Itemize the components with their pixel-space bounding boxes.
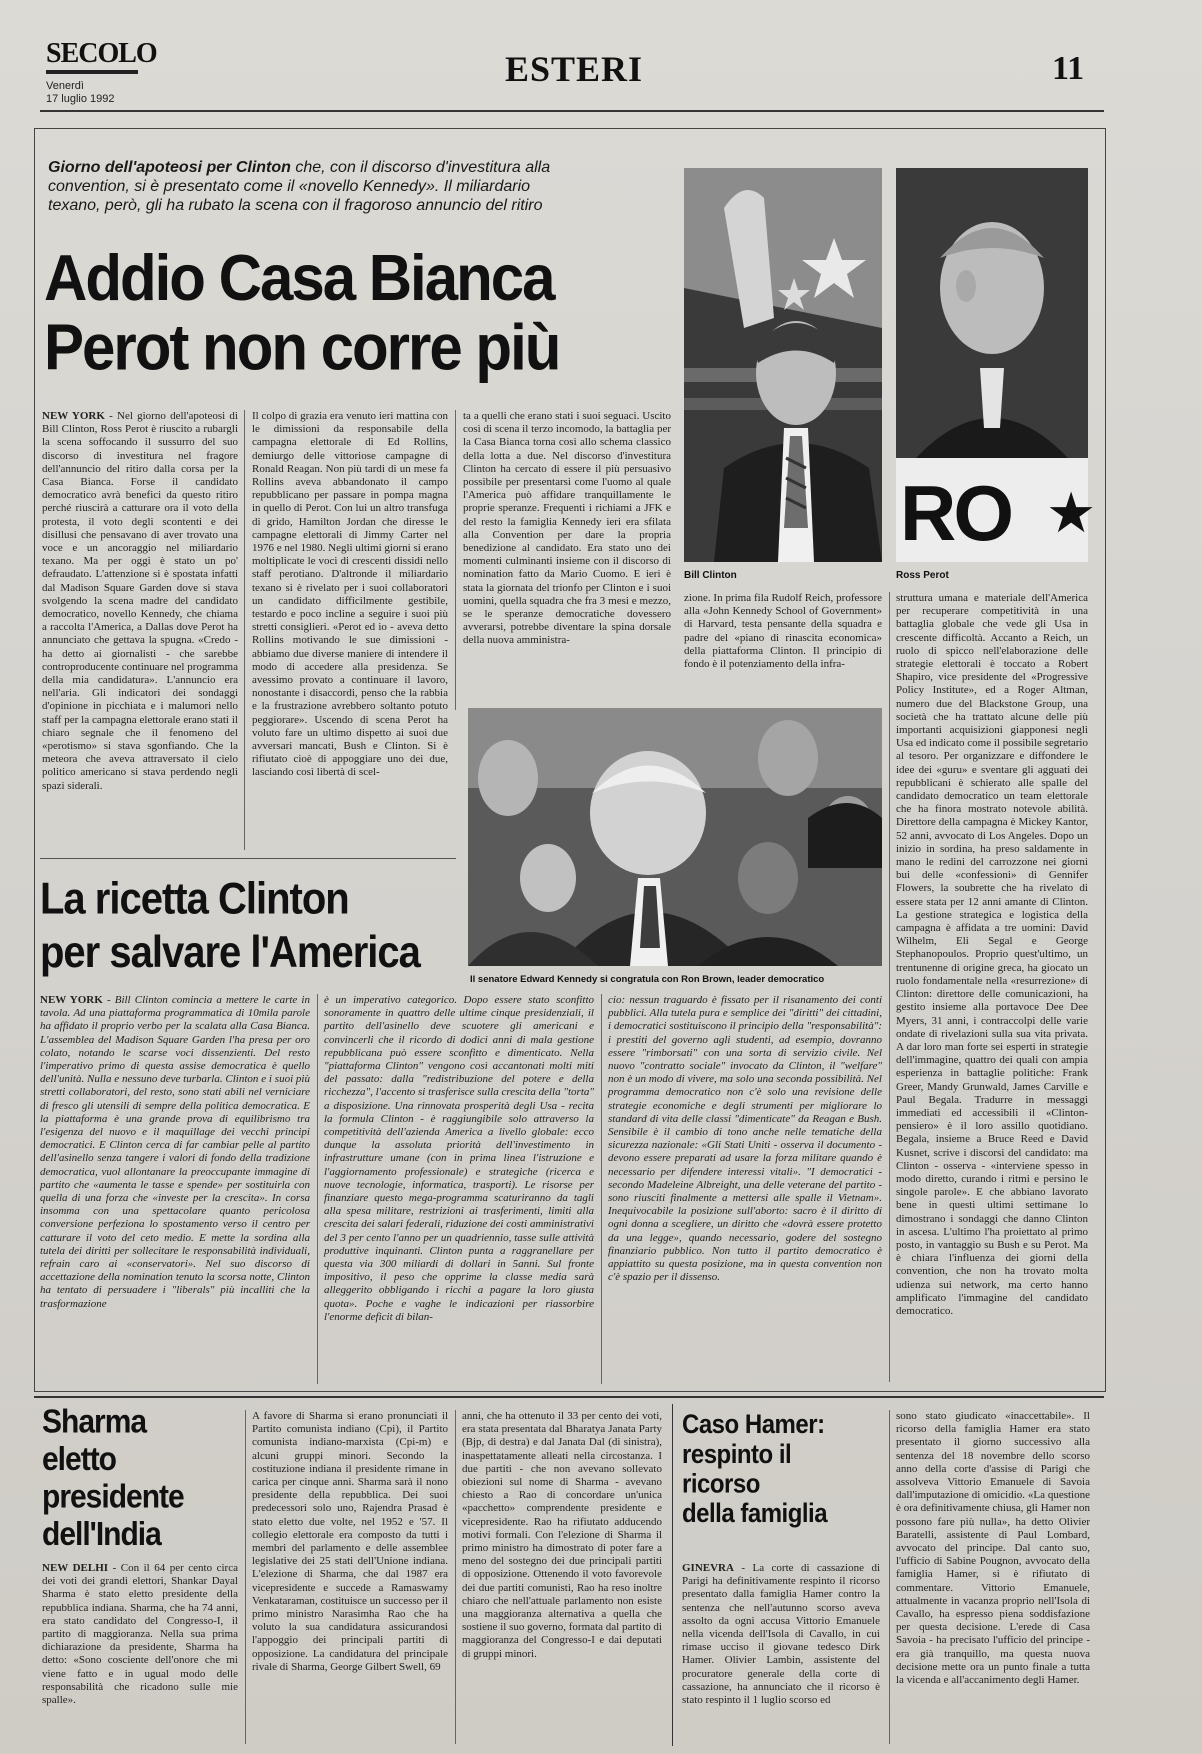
hamer-column-2-text: sono stato giudicato «inaccettabile». Il ricorso della famiglia Hamer era stato presentato il giorno successivo alla sentenza del 18 novembre dello scorso anno della corte d'assise di Parigi che assolveva Vittorio Emanuele di Savoia dall'imputazione di omicidio. «La questione è ora definitivamente chiusa, gli Hamer non possono fare più nulla», ha detto Olivier Baratelli, assistente di Paul Lombard, avvocato del principe. Dal canto suo, l'ufficio di Sabine Pougnon, avvocato della famiglia Hamer, si è rifiutato di commentare. Vittorio Emanuele, attualmente in vacanza proprio nell'Isola di Cavallo, ha espresso piena soddisfazione per questa decisione. L'erede di Casa Savoia - ha precisato l'ufficio del principe - era già tranquillo, ma questa nuova decisione mette ora un punto finale a tutta la vicenda e all'accanimento degli Hamer. — [896, 1410, 1090, 1687]
hamer-dateline: GINEVRA — [682, 1562, 734, 1574]
india-headline-line-3: presidente — [42, 1478, 184, 1516]
photo-ross-perot — [896, 168, 1097, 562]
photo-bill-clinton — [684, 168, 882, 562]
second-column-1-text: - Bill Clinton comincia a mettere le carte in tavola. Ad una piattaforma programmatica di 10mila parole ha affidato il proprio verbo per la scalata alla Casa Bianca. L'assemblea del Madison Square Garden l'ha presa per oro colato, notando le scarse voci dissenzienti. Del resto l'imperativo primo di questa assise democratica è quello dell'unità. Nulla e nessuno deve turbarla. Clinton e i suoi più stretti collaboratori, del resto, sono stati abili nel verniciare di fresco gli utensili di sempre della politica democratica. E la piattaforma è una grande prova di equilibrismo tra l'esigenza del nuovo e il maquillage dei vecchi principi democratici. E Clinton cerca di far cambiar pelle al partito dell'asinello senza tangere i valori di fondo della tradizione democratica, vuol allontanare la preoccupante immagine di partito che «aumenta le tasse e spende» per sostituirla con quella di una forza che «investe per la crescita». In corsa insomma con una spettacolare quanto pericolosa conversione perfeziona lo spostamento verso il centro per catturare il voto del ceto medio. E mette la sordina alla tutela dei diritti per sollecitare le responsabilità individuali, refrain caro ai «conservatori». Nel suo discorso di accettazione della nomination tenuto la scorsa notte, Clinton ha tentato di persuadere i "liberals" più incalliti che la trasformazione — [40, 994, 310, 1310]
second-dateline: NEW YORK — [40, 994, 103, 1006]
hamer-headline-line-4: della famiglia — [682, 1499, 828, 1529]
hamer-column-1-text: - La corte di cassazione di Parigi ha definitivamente respinto il ricorso presentato dalla famiglia Hamer contro la sentenza che nell'autunno scorso aveva assolto da ogni accusa Vittorio Emanuele nella vicenda dell'Isola di Cavallo, in cui rimase ucciso il giovane tedesco Dirk Hamer. Olivier Lambin, assistente del procuratore generale della corte di cassazione, ha annunciato che il ricorso è stato respinto il 1 luglio scorso ed — [682, 1562, 880, 1707]
column-divider — [672, 1404, 673, 1746]
lead-headline — [44, 241, 644, 384]
india-column-3-text: anni, che ha ottenuto il 33 per cento dei voti, era stata presentata dal Bharatya Janata Party (Bjp, di destra) e dal Janata Dal (di sinistra), inaspettatamente alleati nella circostanza. I due partiti - che non avevano sollevato obiezioni sul nome di Sharma - avevano chiesto a Rao di concordare un'unica «pacchetto» comprendente presidente e vicepresidente. Rao ha rifiutato adducendo motivi formali. Con l'elezione di Sharma il primo ministro ha dimostrato di poter fare a meno del sostegno dei due principali partiti di opposizione. Ottenendo il voto favorevole dei due partiti comunisti, Rao ha reso inoltre chiaro che nell'attuale parlamento non esiste una maggioranza alternativa a quella che sostiene il suo governo, formata dal partito di maggioranza del Congresso-I e dai deputati di gruppi minori. — [462, 1410, 662, 1660]
india-column-2 — [252, 1410, 448, 1744]
second-column-1 — [40, 994, 310, 1386]
lead-dateline: NEW YORK — [42, 410, 105, 422]
photo-ross-perot-caption: Ross Perot — [896, 570, 949, 581]
column-divider — [317, 994, 318, 1384]
star-icon: ★ — [1046, 483, 1097, 545]
india-column-1-text: - Con il 64 per cento circa dei voti dei grandi elettori, Shankar Dayal Sharma è stato eletto presidente della repubblica indiana. Sharma, che ha 74 anni, era stato candidato del Congresso-I, il partito di maggioranza. Nella sua prima dichiarazione da presidente, Sharma ha detto: «Sono cosciente dell'onore che mi viene fatto e in ugual modo delle responsabilità che ricadono sulle mie spalle». — [42, 1562, 238, 1707]
second-column-3-text: cio: nessun traguardo è fissato per il risanamento dei conti pubblici. Alla tutela pura e semplice dei "diritti" dei cittadini, i democratici sostituiscono il principio della "responsabilità": i prestiti del governo agli studenti, ad esempio, dovranno essere "rimborsati" con una sorta di servizio civile. Nel nuovo "contratto sociale" invocato da Clinton, il "welfare" non è un modo di vivere, ma solo una seconda possibilità. Nel programma democratico non c'è solo una revisione delle strategie economiche e degli strumenti per migliorare lo standard di vita delle classi "dimenticate" da Reagan e Bush. Sensibile è il cambio di tono anche nelle tematiche della sicurezza nazionale: «Gli Stati Uniti - osserva il documento - devono essere preparati ad usare la forza militare quando è necessario per difendere interessi vitali». "I democratici - secondo Madeleine Albreight, una delle veterane del partito - sono riusciti finalmente a mettersi alle spalle il Vietnam». Inequivocabile la posizione sull'aborto: sacro è il diritto di ogni donna a scegliere, un diritto che «dovrà essere protetto da una legge», quando necessario, godere del sostegno finanziario pubblico. Non tutto il partito democratico è appiattito su questa posizione, ma in questa convention non c'è spazio per il dissenso. — [608, 994, 882, 1284]
second-column-3 — [608, 994, 882, 1386]
lead-kicker-bold: Giorno dell'apoteosi per Clinton — [48, 159, 291, 176]
lead-headline-line-1: Addio Casa Bianca — [44, 241, 554, 315]
lead-column-3 — [463, 410, 671, 706]
bottom-section-rule — [34, 1396, 1104, 1398]
india-column-2-text: A favore di Sharma si erano pronunciati il Partito comunista indiano (Cpi), il Partito comunista indiano-marxista (Cpi-m) e alcuni gruppi minori. Secondo la costituzione indiana il presidente rimane in carica per cinque anni. Sharma sarà il nono presidente della repubblica. Dei suoi predecessori solo uno, Rajendra Prasad è stato eletto due volte, nel 1952 e '57. Il collegio elettorale era composto da tutti i membri del parlamento e delle assemblee legislative dei 25 stati dell'Unione indiana. L'elezione di Sharma, che dal 1987 era vicepresidente e succede a Ramaswamy Venkataraman, costituisce un successo per il primo ministro Narasimha Rao che ha voluto la sua candidatura assicurandosi l'appoggio dei principali partiti di opposizione. La candidatura del principale rivale di Sharma, George Gilbert Swell, 69 — [252, 1410, 448, 1673]
column-divider — [889, 592, 890, 1382]
photo-bill-clinton-image — [684, 168, 882, 562]
second-column-2-text: è un imperativo categorico. Dopo essere stato sconfitto sonoramente in quattro delle ultime cinque presidenziali, il partito dell'asinello deve scuotere gli americani e convincerli che il ricordo di dodici anni di mala gestione repubblicana può essere sconfitto e dimenticato. Nella "piattaforma Clinton" vengono così accantonati molti miti del passato: dalla "redistribuzione del potere e della ricchezza", l'accento si trasferisce sulla crescita della "torta" a disposizione. Una rinnovata prosperità degli Usa - recita la formula Clinton - è raggiungibile solo attraverso la competitività dell'azienda America a livello globale: ecco dunque la assoluta priorità dell'investimento in infrastrutture umane (con in prima linea l'istruzione e l'aggiornamento professionale) e strategiche (ricerca e nuove tecnologie, informatica, trasporti). Le risorse per finanziare questo mega-programma scaturiranno da tagli alla spesa militare, restrizioni ai trasferimenti, limiti alla crescita dei salari federali, riduzione dei costi amministrativi del 3 per cento l'anno per un quadriennio, tasse sulle attività produttive inquinanti. Clinton punta a raggranellare per questa via 300 miliardi di dollari in 5anni. Sul fronte impositivo, il peso che opprime la classe media sarà alleggerito obbligando i ricchi a pagare la loro giusta quota». Poche e vaghe le indicazioni per riassorbire l'enorme deficit di bilan- — [324, 994, 594, 1323]
page-number: 11 — [1052, 50, 1085, 87]
hamer-column-2 — [896, 1410, 1090, 1744]
issue-full-date: 17 luglio 1992 — [46, 93, 115, 105]
lead-kicker-text: che, con il discorso d'investitura alla convention, si è presentato come il «novello Kennedy». Il miliardario texano, però, gli ha rubato la scena con il fragoroso annuncio del ritiro — [48, 159, 551, 214]
second-column-2 — [324, 994, 594, 1386]
hamer-headline-line-2: respinto il — [682, 1439, 792, 1470]
india-headline-line-1: Sharma — [42, 1404, 147, 1441]
lead-column-1-text: - Nel giorno dell'apoteosi di Bill Clinton, Ross Perot è riuscito a rubargli la scena soffocando il sussurro del suo discorso di investitura nel fragore dell'annuncio del ritiro dalla corsa per la Casa Bianca. Forse il candidato democratico avrà benefici da questo ritiro perché riuscirà a catturare ora il voto della protesta, il voto degli scontenti e dei disillusi che pensavano di aver trovato una voce e un ancoraggio nel miliardario texano. Ma per oggi è stato un po' defraudato. L'attenzione si è spostata infatti dal Madison Square Garden dove si stava svolgendo la scena madre del candidato democratico, novello Kennedy, che chiama a raccolta l'America, a Dallas dove Perot ha annunciato che gettava la spugna. «Credo - ha detto ai giornalisti - che sarebbe controproducente continuare nel programma della mia candidatura». L'annuncio era nell'aria. Gli indicatori dei sondaggi d'opinione in picchiata e i malumori nello staff per la campagna elettorale erano stati il chiaro segnale che il fenomeno del «perotismo» si stava sgonfiando. Che la meteora che aveva attraversato il cielo politico americano si stava perdendo negli spazi siderali. — [42, 410, 238, 792]
india-headline-line-2: eletto — [42, 1441, 117, 1478]
column-divider — [244, 410, 245, 850]
lead-column-4 — [684, 592, 882, 702]
second-headline-line-2: per salvare l'America — [40, 928, 420, 978]
india-headline — [42, 1404, 242, 1554]
hamer-column-1 — [682, 1562, 880, 1744]
issue-day: Venerdì — [46, 80, 84, 92]
hamer-headline — [682, 1410, 882, 1529]
lead-headline-line-2: Perot non corre più — [44, 310, 560, 384]
lead-column-3-text: ta a quelli che erano stati i suoi seguaci. Uscito così di scena il terzo incomodo, la battaglia per la Casa Bianca torna così allo schema classico della lotta a due. Nel discorso d'investitura Clinton ha cercato di essere il più persuasivo possibile per presentarsi come l'uomo al quale l'America può affidare tranquillamente le proprie speranze. Frequenti i richiami a JFK e del resto la famiglia Kennedy ieri era sfilata alla Convention per dare la propria benedizione al candidato. Era stato uno dei momenti culminanti insieme con il discorso di nomination fatto da Mario Cuomo. E ieri è stata la giornata del trionfo per Clinton e i suoi uomini, quella squadra che fra 3 mesi e mezzo, se le speranze democratiche dovessero avverarsi, potrebbe diventare la spina dorsale della nuova amministra- — [463, 410, 671, 647]
section-title: ESTERI — [505, 49, 644, 89]
column-divider — [455, 1410, 456, 1744]
masthead-rule — [40, 110, 1104, 112]
lead-column-1 — [42, 410, 238, 850]
lead-column-5 — [896, 592, 1088, 1380]
lead-column-4-text: zione. In prima fila Rudolf Reich, professore alla «John Kennedy School of Government» di Harvard, testa pensante della squadra e padre del «piano di rinascita economica» della piattaforma Clinton. Il principio di fondo è il potenziamento della infra- — [684, 592, 882, 671]
perot-campaign-sign: RO — [900, 469, 1011, 557]
logo-underline — [46, 70, 138, 74]
column-divider — [601, 994, 602, 1384]
photo-kennedy-brown-caption: Il senatore Edward Kennedy si congratula con Ron Brown, leader democratico — [470, 974, 825, 985]
india-column-3 — [462, 1410, 662, 1744]
column-divider — [889, 1410, 890, 1744]
india-headline-line-4: dell'India — [42, 1516, 161, 1553]
lead-column-5-text: struttura umana e materiale dell'America per recuperare competitività in una battaglia globale che vede gli Usa in crescente difficoltà. Accanto a Reich, un ruolo di spicco nell'elaborazione delle strategie elettorali è toccato a Robert Shapiro, vice presidente del «Progressive Policy Institute», ed a Roger Altman, numero due del Blackstone Group, una società che ha trattato alcune delle più importanti acquisizioni giapponesi negli Usa ed indicato come il possibile segretario al tesoro. Per organizzare e diffondere le idee dei «guru» e sventare gli agguati dei repubblicani è schierato alle spalle del candidato democratico un team elettorale che ha finora mostrato notevole abilità. Direttore della campagna è Mickey Kantor, 52 anni, avvocato di Los Angeles. Dopo un inizio in sordina, ha preso saldamente in mano le redini del carrozzone nei giorni bui delle «confessioni» di Gennifer Flowers, la soubrette che ha rivelato di essere stata per 12 anni amante di Clinton. La gestione strategica e logistica della campagna è affidata a tre uomini: David Wilhelm, Eli Segal e George Stephanopoulos. Proprio quest'ultimo, un trentunenne di origine greca, ha giocato un ruolo fondamentale nella «resurrezione» di Clinton: direttore delle comunicazioni, ha gestito insieme alla portavoce Dee Dee Myers, 31 anni, i contraccolpi delle varie ondate di rivelazioni sulla sua vita privata. A dar loro man forte sei esperti in strategie dell'immagine, quattro dei quali con ampia esperienza in battaglie politiche: Frank Greer, Mandy Grunwald, James Carville e Paul Begala. Tradurre in messaggi immediati ed accessibili il «Clinton-pensiero» è il loro assillo quotidiano. Begala, insieme a Bruce Reed e David Kusnet, scrive i discorsi del candidato: ma Clinton - osserva - «interviene spesso in modo diretto, curando i ritmi e persino le singole parole». E che abbiano lavorato bene in questi ultimi settimane lo dimostrano i sondaggi che danno Clinton in ascesa. L'ultimo l'ha proiettato al primo posto, in vantaggio su Bush e su Perot. Ma è chiara l'influenza dei giorni della convention, che non ha trovato molta udienza sui network, ma certo hanno amplificato l'immagine del candidato democratico. — [896, 592, 1088, 1317]
newspaper-logo: SECOLO — [46, 38, 157, 69]
issue-date — [46, 80, 115, 106]
india-column-1 — [42, 1562, 238, 1742]
column-divider — [245, 1410, 246, 1744]
hamer-headline-line-1: Caso Hamer: — [682, 1410, 825, 1440]
lead-column-2-text: Il colpo di grazia era venuto ieri mattina con le dimissioni da responsabile della campagna elettorale di Ed Rollins, demiurgo delle vittoriose campagne di Ronald Reagan. Non più tardi di un mese fa Rollins aveva abbandonato il campo repubblicano per passare in pompa magna in quello di Perot. Con lui un altro transfuga di grido, Hamilton Jordan che diresse le campagne elettorali di Jimmy Carter nel 1976 e nel 1980. Negli ultimi giorni si erano moltiplicate le voci di crescenti dissidi nello staff perotiano. D'altronde il miliardario texano si è rivelato per i suoi collaboratori un candidato difficilmente gestibile, testardo e poco incline a seguire i suoi più stretti consiglieri. «Perot ed io - aveva detto Rollins motivando le sue dimissioni - abbiamo due diverse maniere di intendere il modo di accedere alla presidenza. Se avessimo provato a continuare il lavoro, nonostante i disaccordi, penso che la rabbia e la frustrazione avrebbero soltanto potuto peggiorare». Uscendo di scena Perot ha voluto fare un ultimo dispetto ai suoi due avversari mancati, Bush e Clinton. Si è rifiutato cioè di appoggiare uno dei due, lasciando così libertà di scel- — [252, 410, 448, 779]
hamer-headline-line-3: ricorso — [682, 1469, 760, 1500]
lead-kicker — [48, 158, 568, 215]
lead-column-2 — [252, 410, 448, 850]
column-divider — [455, 410, 456, 710]
story-divider — [40, 858, 456, 859]
second-headline-line-1: La ricetta Clinton — [40, 874, 349, 924]
photo-kennedy-brown-image — [468, 708, 882, 966]
india-dateline: NEW DELHI — [42, 1562, 109, 1574]
photo-bill-clinton-caption: Bill Clinton — [684, 570, 737, 581]
second-headline — [40, 872, 460, 980]
photo-kennedy-brown — [468, 708, 882, 966]
